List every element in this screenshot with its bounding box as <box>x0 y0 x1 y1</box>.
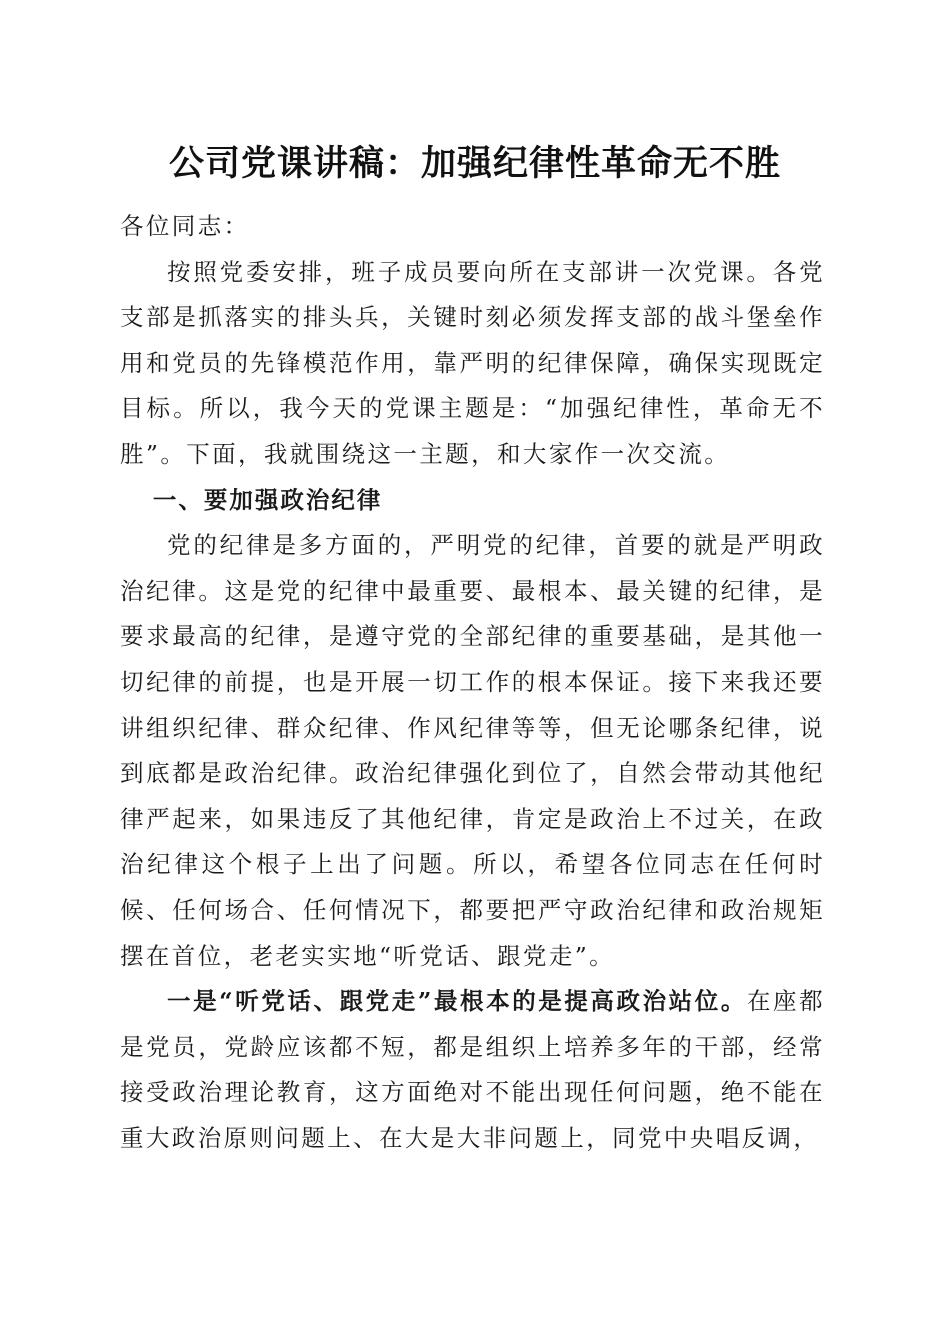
document-body <box>120 204 825 1161</box>
paragraph-point-one <box>120 979 825 1161</box>
salutation: 各位同志： <box>120 212 250 240</box>
section-heading: 一、要加强政治纪律 <box>152 485 383 514</box>
paragraph-political-discipline: 党的纪律是多方面的，严明党的纪律，首要的就是严明政治纪律。这是党的纪律中最重要、最根本、最关键的纪律，是要求最高的纪律，是遵守党的全部纪律的重要基础，是其他一切纪律的前提，也是开展一切工作的根本保证。接下来我还要讲组织纪律、群众纪律、作风纪律等等，但无论哪条纪律，说到底都是政治纪律。政治纪律强化到位了，自然会带动其他纪律严起来，如果违反了其他纪律，肯定是政治上不过关，在政治纪律这个根子上出了问题。所以，希望各位同志在任何时候、任何场合、任何情况下，都要把严守政治纪律和政治规矩摆在首位，老老实实地“听党话、跟党走”。 <box>120 531 825 970</box>
point-one-lead: 一是“听党话、跟党走”最根本的是提高政治站位。 <box>167 987 747 1016</box>
paragraph-intro: 按照党委安排，班子成员要向所在支部讲一次党课。各党支部是抓落实的排头兵，关键时刻必须发挥支部的战斗堡垒作用和党员的先锋模范作用，靠严明的纪律保障，确保实现既定目标。所以，我今天的党课主题是：“加强纪律性，革命无不胜”。下面，我就围绕这一主题，和大家作一次交流。 <box>120 257 825 468</box>
point-one-text: 在座都是党员，党龄应该都不短，都是组织上培养多年的干部，经常接受政治理论教育，这方面绝对不能出现任何问题，绝不能在重大政治原则问题上、在大是大非问题上，同党中央唱反调， <box>120 987 826 1152</box>
document-title: 公司党课讲稿：加强纪律性革命无不胜 <box>168 143 781 184</box>
